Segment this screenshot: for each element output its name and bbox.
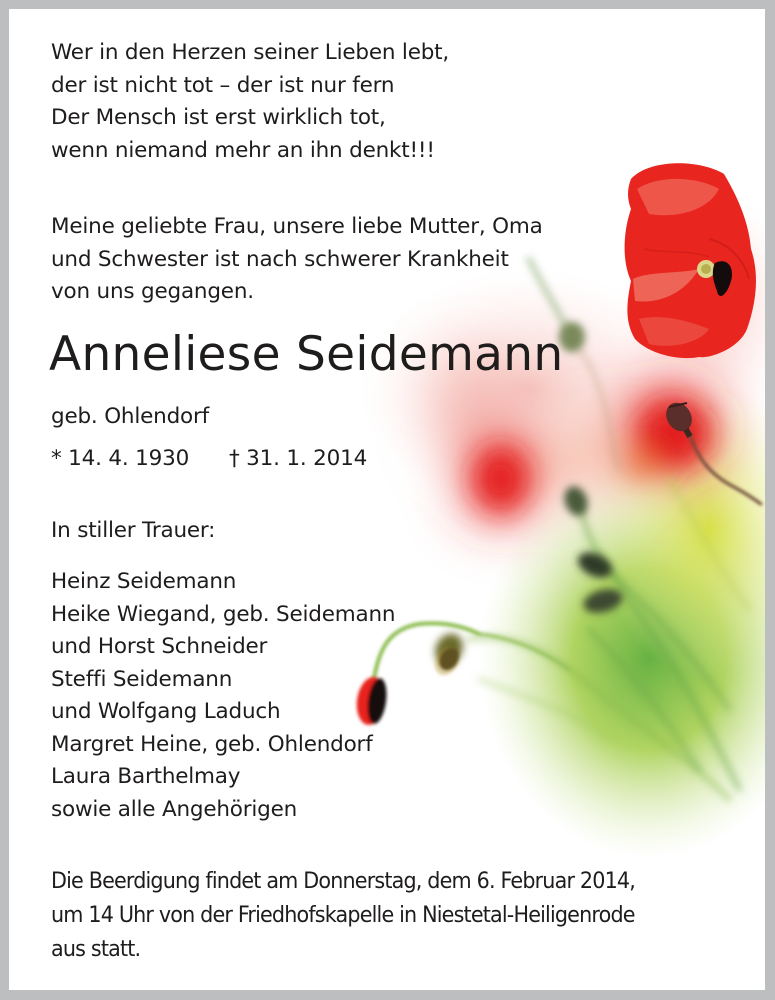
funeral-info [51, 864, 635, 966]
intro-line: von uns gegangen. [51, 279, 254, 304]
mourners-label: In stiller Trauer: [51, 518, 216, 543]
poem-line: der ist nicht tot – der ist nur fern [51, 72, 395, 98]
obituary-card [9, 9, 765, 990]
maiden-name: geb. Ohlendorf [51, 404, 209, 429]
funeral-line: Die Beerdigung findet am Donnerstag, dem 6. Februar 2014, [51, 868, 636, 894]
mourner-name: Margret Heine, geb. Ohlendorf [51, 731, 373, 757]
deceased-name: Anneliese Seidemann [49, 327, 564, 382]
poem-line: wenn niemand mehr an ihn denkt!!! [51, 137, 435, 163]
mourner-name: sowie alle Angehörigen [51, 796, 298, 822]
mourners-list [51, 566, 395, 826]
intro-line: und Schwester ist nach schwerer Krankheit [51, 246, 509, 272]
poppy-flower [625, 163, 756, 358]
intro-text [51, 211, 543, 309]
death-date: † 31. 1. 2014 [229, 446, 368, 471]
funeral-line: um 14 Uhr von der Friedhofskapelle in Niestetal-Heiligenrode [51, 902, 635, 928]
funeral-line: aus statt. [51, 936, 141, 962]
mourner-name: Laura Barthelmay [51, 764, 241, 789]
mourner-name: Heinz Seidemann [51, 569, 237, 594]
mourner-name: und Horst Schneider [51, 634, 268, 659]
intro-line: Meine geliebte Frau, unsere liebe Mutter, Oma [51, 214, 543, 239]
poem-line: Wer in den Herzen seiner Lieben lebt, [51, 40, 450, 65]
mourner-name: und Wolfgang Laduch [51, 699, 281, 724]
mourner-name: Heike Wiegand, geb. Seidemann [51, 601, 396, 627]
life-dates [51, 443, 367, 476]
poem [51, 37, 449, 167]
poem-line: Der Mensch ist erst wirklich tot, [51, 105, 386, 130]
birth-date: * 14. 4. 1930 [51, 446, 190, 471]
mourner-name: Steffi Seidemann [51, 666, 233, 692]
